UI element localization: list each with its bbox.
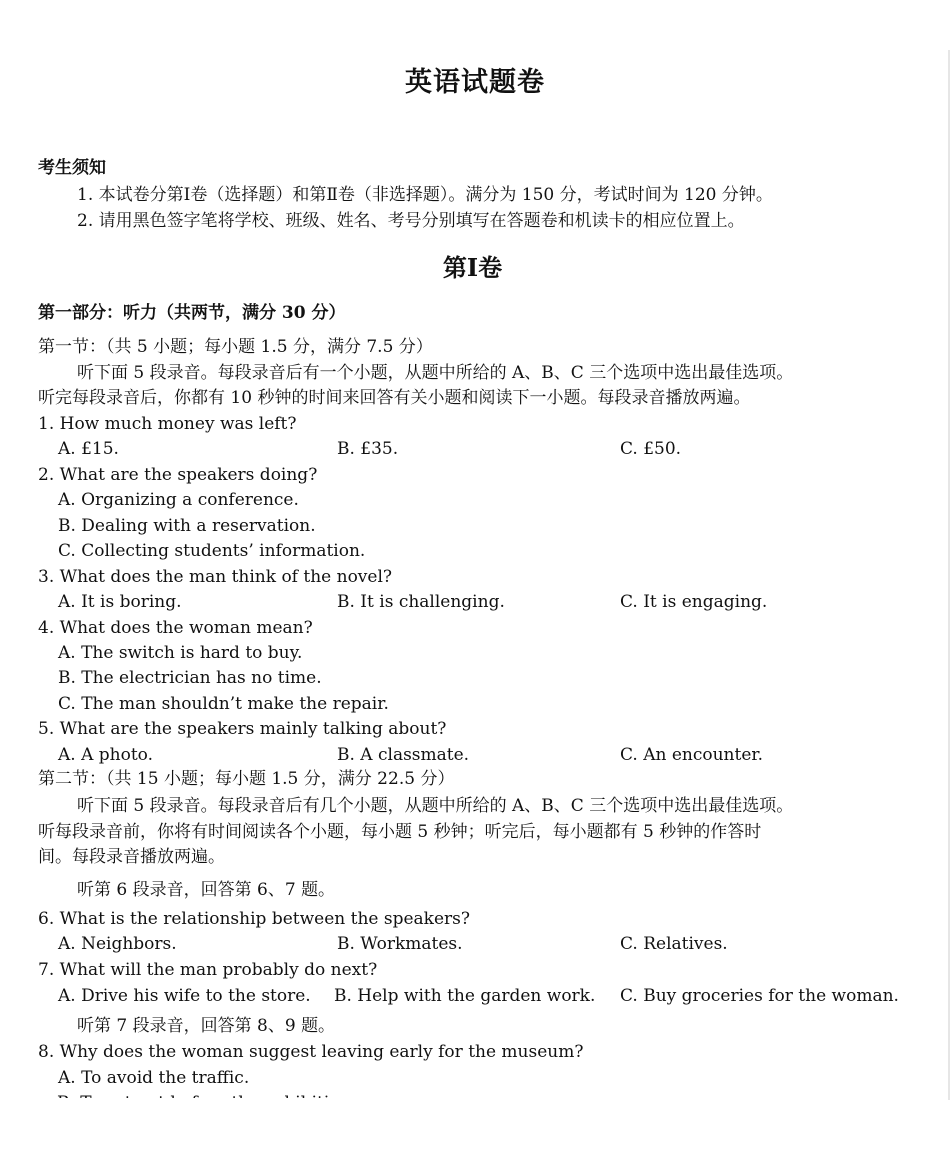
section-instruction: 听完每段录音后，你都有 10 秒钟的时间来回答有关小题和阅读下一小题。每段录音播放两遍。 [38,388,751,408]
option-b: B. It is challenging. [337,592,505,612]
page-title: 英语试题卷 [405,67,545,98]
group-instruction: 听第 7 段录音，回答第 8、9 题。 [77,1016,336,1036]
option-c: C. Relatives. [620,934,728,954]
volume-heading: 第Ⅰ卷 [442,253,503,282]
question-text: 6. What is the relationship between the speakers? [38,909,471,929]
option-a: A. Organizing a conference. [58,490,299,510]
option-a: A. It is boring. [58,592,182,612]
question-text: 1. How much money was left? [38,414,297,434]
question-text: 7. What will the man probably do next? [38,960,378,980]
question-text: 4. What does the woman mean? [38,618,313,638]
option-a: A. Drive his wife to the store. [58,986,311,1006]
option-c: C. Buy groceries for the woman. [620,986,899,1006]
section-instruction: 听每段录音前，你将有时间阅读各个小题，每小题 5 秒钟；听完后，每小题都有 5 秒钟的作答时 [38,822,762,842]
question-text: 2. What are the speakers doing? [38,465,318,485]
notice-item: 1. 本试卷分第Ⅰ卷（选择题）和第Ⅱ卷（非选择题）。满分为 150 分，考试时间为 120 分钟。 [77,185,773,205]
option-c: C. £50. [620,439,682,459]
section-heading: 第一节：（共 5 小题；每小题 1.5 分，满分 7.5 分） [38,337,433,357]
section-instruction: 听下面 5 段录音。每段录音后有几个小题，从题中所给的 A、B、C 三个选项中选出最佳选项。 [77,796,794,816]
section-heading: 第二节：（共 15 小题；每小题 1.5 分，满分 22.5 分） [38,769,455,789]
part-heading: 第一部分：听力（共两节，满分 30 分） [38,303,346,323]
option-b: B. The electrician has no time. [58,668,322,688]
option-c: C. It is engaging. [620,592,768,612]
option-c: C. The man shouldn’t make the repair. [58,694,389,714]
option-a: A. To avoid the traffic. [58,1068,250,1088]
option-a: A. A photo. [58,745,154,765]
option-b: B. Dealing with a reservation. [58,516,316,536]
page-crop-edge [0,1098,950,1156]
option-b: B. Help with the garden work. [334,986,596,1006]
group-instruction: 听第 6 段录音，回答第 6、7 题。 [77,880,336,900]
section-instruction: 间。每段录音播放两遍。 [38,847,225,867]
notice-heading: 考生须知 [38,158,106,178]
section-instruction: 听下面 5 段录音。每段录音后有一个小题，从题中所给的 A、B、C 三个选项中选出最佳选项。 [77,363,794,383]
question-text: 5. What are the speakers mainly talking about? [38,719,447,739]
question-text: 3. What does the man think of the novel? [38,567,393,587]
option-b: B. £35. [337,439,399,459]
option-a: A. The switch is hard to buy. [58,643,303,663]
option-b: B. Workmates. [337,934,463,954]
option-b: B. A classmate. [337,745,470,765]
option-a: A. Neighbors. [58,934,177,954]
option-a: A. £15. [58,439,119,459]
question-text: 8. Why does the woman suggest leaving early for the museum? [38,1042,584,1062]
notice-item: 2. 请用黑色签字笔将学校、班级、姓名、考号分别填写在答题卷和机读卡的相应位置上。 [77,211,745,231]
option-c: C. Collecting students’ information. [58,541,366,561]
option-c: C. An encounter. [620,745,764,765]
